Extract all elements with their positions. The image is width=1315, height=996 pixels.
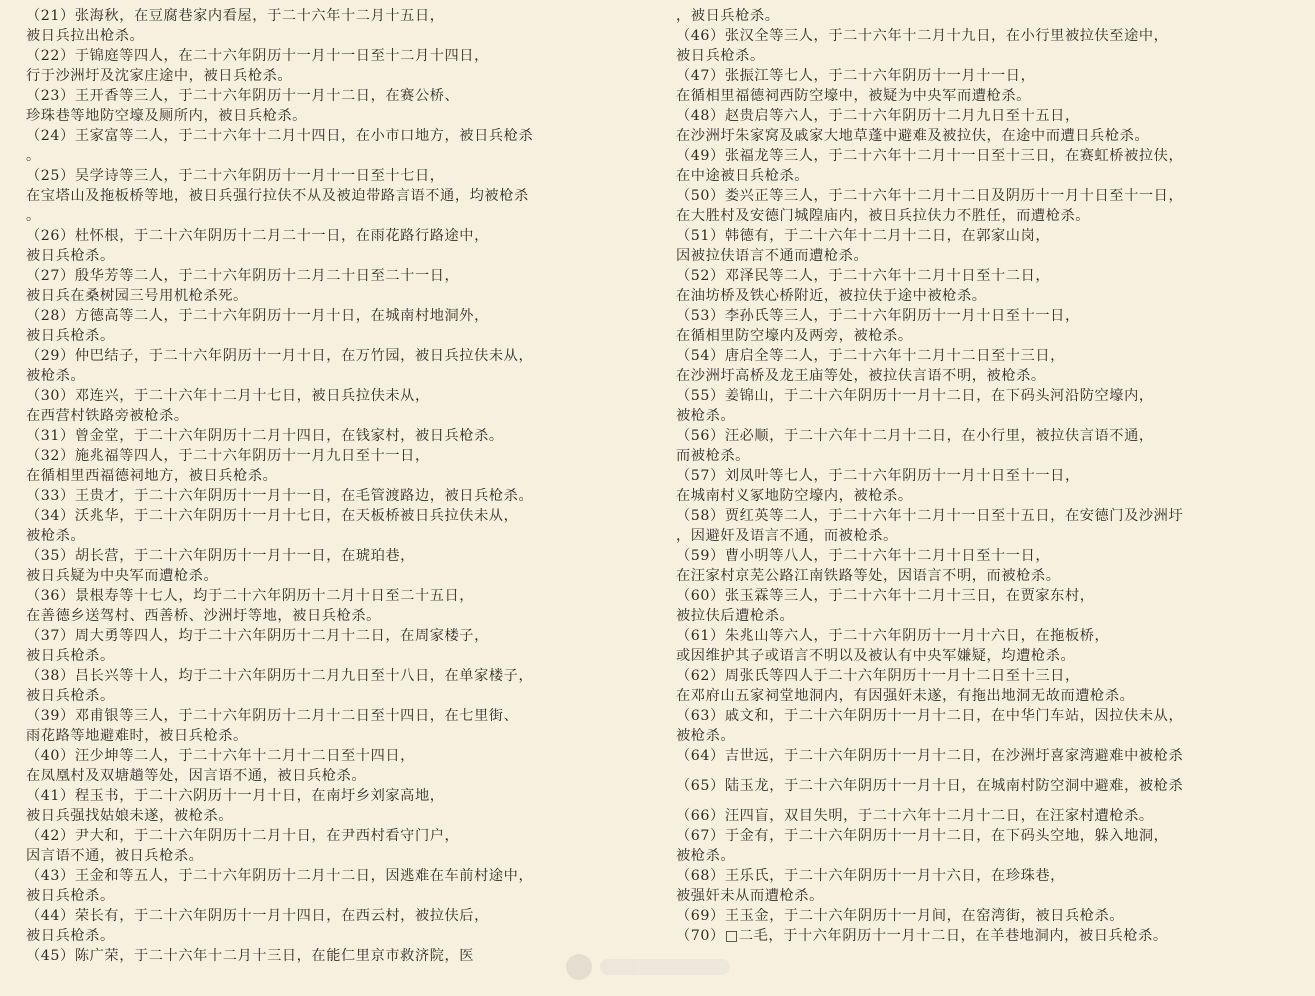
- text-line: 在大胜村及安德门城隍庙内，被日兵拉伕力不胜任，而遭枪杀。: [676, 208, 1091, 224]
- watermark-logo-icon: [566, 954, 592, 980]
- text-line: 在宝塔山及拖板桥等地，被日兵强行拉伕不从及被迫带路言语不通，均被枪杀: [26, 188, 529, 204]
- text-line: （21）张海秋，在豆腐巷家内看屋，于二十六年十二月十五日，: [26, 8, 445, 24]
- text-line: （46）张汉全等三人，于二十六年十二月十九日，在小行里被拉伕至途中，: [676, 28, 1169, 44]
- text-line: （63）戚文和，于二十六年阴历十一月十二日，在中华门车站，因拉伕未从，: [676, 708, 1184, 724]
- text-line: 被强奸未从而遭枪杀。: [676, 888, 824, 904]
- text-line: 被日兵枪杀。: [26, 888, 115, 904]
- text-line: 在邓府山五家祠堂地洞内，有因强奸未遂，有拖出地洞无故而遭枪杀。: [676, 688, 1135, 704]
- text-line: （42）尹大和，于二十六年阴历十二月十日，在尹西村看守门户，: [26, 828, 460, 844]
- text-line: 被日兵枪杀。: [26, 928, 115, 944]
- text-line: （66）汪四盲，双目失明，于二十六年十二月十二日，在汪家村遭枪杀。: [676, 808, 1154, 824]
- text-line: （54）唐启全等二人，于二十六年十二月十二日至十三日，: [676, 348, 1065, 364]
- text-line: （44）荣长有，于二十六年阴历十一月十四日，在西云村，被拉伕后，: [26, 908, 489, 924]
- watermark: [566, 948, 746, 986]
- text-line: 在循相里西福德祠地方，被日兵枪杀。: [26, 468, 278, 484]
- text-line: [676, 766, 1296, 776]
- text-line: （56）汪必顺，于二十六年十二月十二日，在小行里，被拉伕言语不通，: [676, 428, 1154, 444]
- text-line: 被拉伕后遭枪杀。: [676, 608, 795, 624]
- text-line: 在油坊桥及铁心桥附近，被拉伕于途中被枪杀。: [676, 288, 987, 304]
- text-line: 被枪杀。: [676, 728, 736, 744]
- text-line: 在城南村义冢地防空壕内，被枪杀。: [676, 488, 913, 504]
- text-line: （58）贾红英等二人，于二十六年十二月十一日至十五日，在安德门及沙洲圩: [676, 508, 1184, 524]
- text-line: （62）周张氏等四人于二十六年阴历十一月十二日至十三日，: [676, 668, 1080, 684]
- text-line: （36）景根寿等十七人，均于二十六年阴历十二月十日至二十五日，: [26, 588, 475, 604]
- text-line: 行于沙洲圩及沈家庄途中，被日兵枪杀。: [26, 68, 293, 84]
- text-line: （28）方德高等二人，于二十六年阴历十一月十日，在城南村地洞外，: [26, 308, 489, 324]
- text-line: 被日兵枪杀。: [26, 648, 115, 664]
- text-line: （40）汪少坤等二人，于二十六年十二月十二日至十四日，: [26, 748, 415, 764]
- text-line: （53）李孙氏等三人，于二十六年阴历十一月十日至十一日，: [676, 308, 1080, 324]
- text-line: 被日兵疑为中央军而遭枪杀。: [26, 568, 219, 584]
- text-line: 在循相里福德祠西防空壕中，被疑为中央军而遭枪杀。: [676, 88, 1031, 104]
- text-line: 被日兵强找姑娘未遂，被枪杀。: [26, 808, 234, 824]
- text-line: （48）赵贵启等六人，于二十六年阴历十二月九日至十五日，: [676, 108, 1080, 124]
- text-line: （22）于锦庭等四人，在二十六年阴历十一月十一日至十二月十四日，: [26, 48, 489, 64]
- text-line: （35）胡长营，于二十六年阴历十一月十一日，在琥珀巷，: [26, 548, 415, 564]
- text-line: 在沙洲圩高桥及龙王庙等处，被拉伕言语不明，被枪杀。: [676, 368, 1046, 384]
- text-line: （24）王家富等二人，于二十六年十二月十四日，在小市口地方，被日兵枪杀: [26, 128, 534, 144]
- text-line: 而被枪杀。: [676, 448, 750, 464]
- text-line: 或因维护其子或语言不明以及被认有中央军嫌疑，均遭枪杀。: [676, 648, 1076, 664]
- text-line: 在西营村铁路旁被枪杀。: [26, 408, 189, 424]
- text-line: （26）杜怀根，于二十六年阴历十二月二十一日，在雨花路行路途中，: [26, 228, 489, 244]
- text-line: 被枪杀。: [676, 408, 736, 424]
- text-line: （52）邓泽民等二人，于二十六年十二月十日至十二日，: [676, 268, 1051, 284]
- text-line: 雨花路等地避难时，被日兵枪杀。: [26, 728, 248, 744]
- text-line: 被枪杀。: [26, 368, 86, 384]
- text-line: 被日兵枪杀。: [26, 688, 115, 704]
- text-line: 。: [26, 148, 41, 164]
- text-line: ，被日兵枪杀。: [676, 8, 780, 24]
- text-line: （34）沃兆华，于二十六年阴历十一月十七日，在天板桥被日兵拉伕未从，: [26, 508, 519, 524]
- watermark-bar: [600, 959, 730, 975]
- text-line: 在沙洲圩朱家窝及戚家大地草蓬中避难及被拉伕，在途中而遭日兵枪杀。: [676, 128, 1150, 144]
- text-line: （65）陆玉龙，于二十六年阴历十一月十日，在城南村防空洞中避难，被枪杀: [676, 778, 1184, 794]
- text-line: 被枪杀。: [26, 528, 86, 544]
- text-line: （45）陈广荣，于二十六年十二月十三日，在能仁里京市救济院，医: [26, 948, 475, 964]
- text-line: （64）吉世远，于二十六年阴历十一月十二日，在沙洲圩喜家湾避难中被枪杀: [676, 748, 1184, 764]
- text-line: （23）王开香等三人，于二十六年阴历十一月十二日，在赛公桥、: [26, 88, 460, 104]
- text-line: （41）程玉书，于二十六阴历十一月十日，在南圩乡刘家高地，: [26, 788, 445, 804]
- text-line: （69）王玉金，于二十六年阴历十一月间，在窑湾街，被日兵枪杀。: [676, 908, 1125, 924]
- text-line: 在循相里防空壕内及两旁，被枪杀。: [676, 328, 913, 344]
- text-line: 被枪杀。: [676, 848, 736, 864]
- text-line: 被日兵枪杀。: [26, 248, 115, 264]
- text-line: 珍珠巷等地防空壕及厕所内，被日兵枪杀。: [26, 108, 307, 124]
- text-line: 被日兵在桑树园三号用机枪杀死。: [26, 288, 248, 304]
- text-line: （49）张福龙等三人，于二十六年十二月十一日至十三日，在赛虹桥被拉伕，: [676, 148, 1184, 164]
- text-line: （60）张玉霖等三人，于二十六年十二月十三日，在贾家东村，: [676, 588, 1095, 604]
- text-line: （67）于金有，于二十六年阴历十一月十二日，在下码头空地，躲入地洞，: [676, 828, 1169, 844]
- text-line: （59）曹小明等八人，于二十六年十二月十日至十一日，: [676, 548, 1051, 564]
- text-line: （29）仲巴结子，于二十六年阴历十一月十日，在万竹园，被日兵拉伕未从，: [26, 348, 534, 364]
- text-line: （31）曾金堂，于二十六年阴历十二月十四日，在钱家村，被日兵枪杀。: [26, 428, 504, 444]
- text-line: （25）吴学诗等三人，于二十六年阴历十一月十一日至十七日，: [26, 168, 445, 184]
- text-line: 被日兵枪杀。: [676, 48, 765, 64]
- text-line: （51）韩德有，于二十六年十二月十二日，在郭家山岗，: [676, 228, 1051, 244]
- text-line: 在凤凰村及双塘趟等处，因言语不通，被日兵枪杀。: [26, 768, 367, 784]
- text-line: （50）娄兴正等三人，于二十六年十二月十二日及阴历十一月十日至十一日，: [676, 188, 1184, 204]
- text-line: 。: [26, 208, 41, 224]
- text-line: （39）邓甫银等三人，于二十六年阴历十二月十二日至十四日，在七里街、: [26, 708, 519, 724]
- text-line: （30）邓连兴，于二十六年十二月十七日，被日兵拉伕未从，: [26, 388, 430, 404]
- text-line: （38）吕长兴等十人，均于二十六年阴历十二月九日至十八日，在单家楼子，: [26, 668, 534, 684]
- text-line: 因言语不通，被日兵枪杀。: [26, 848, 204, 864]
- text-line: （55）姜锦山，于二十六年阴历十一月十二日，在下码头河沿防空壕内，: [676, 388, 1154, 404]
- text-line: （47）张振江等七人，于二十六年阴历十一月十一日，: [676, 68, 1036, 84]
- text-line: 被日兵枪杀。: [26, 328, 115, 344]
- text-line: [676, 796, 1296, 806]
- text-line: （43）王金和等五人，于二十六年阴历十二月十二日，因逃难在车前村途中，: [26, 868, 534, 884]
- text-line: 因被拉伕语言不通而遭枪杀。: [676, 248, 869, 264]
- text-line: （37）周大勇等四人，均于二十六年阴历十二月十二日，在周家楼子，: [26, 628, 489, 644]
- text-line: 在善德乡送驾村、西善桥、沙洲圩等地，被日兵枪杀。: [26, 608, 381, 624]
- text-line: 被日兵拉出枪杀。: [26, 28, 145, 44]
- text-line: （70）□二毛，于十六年阴历十一月十二日，在羊巷地洞内，被日兵枪杀。: [676, 928, 1168, 944]
- text-line: （61）朱兆山等六人，于二十六年阴历十一月十六日，在拖板桥，: [676, 628, 1110, 644]
- text-line: 在中途被日兵枪杀。: [676, 168, 810, 184]
- text-line: （32）施兆福等四人，于二十六年阴历十一月九日至十一日，: [26, 448, 430, 464]
- right-text-column: [676, 6, 1296, 946]
- text-line: （27）殷华芳等二人，于二十六年阴历十二月二十日至二十一日，: [26, 268, 460, 284]
- text-line: ，因避奸及语言不通，而被枪杀。: [676, 528, 898, 544]
- left-text-column: [26, 6, 656, 966]
- text-line: （33）王贵才，于二十六年阴历十一月十一日，在毛管渡路边，被日兵枪杀。: [26, 488, 534, 504]
- text-line: 在汪家村京芜公路江南铁路等处，因语言不明，而被枪杀。: [676, 568, 1061, 584]
- text-line: （57）刘凤叶等七人，于二十六年阴历十一月十日至十一日，: [676, 468, 1080, 484]
- text-line: （68）王乐氏，于二十六年阴历十一月十六日，在珍珠巷，: [676, 868, 1065, 884]
